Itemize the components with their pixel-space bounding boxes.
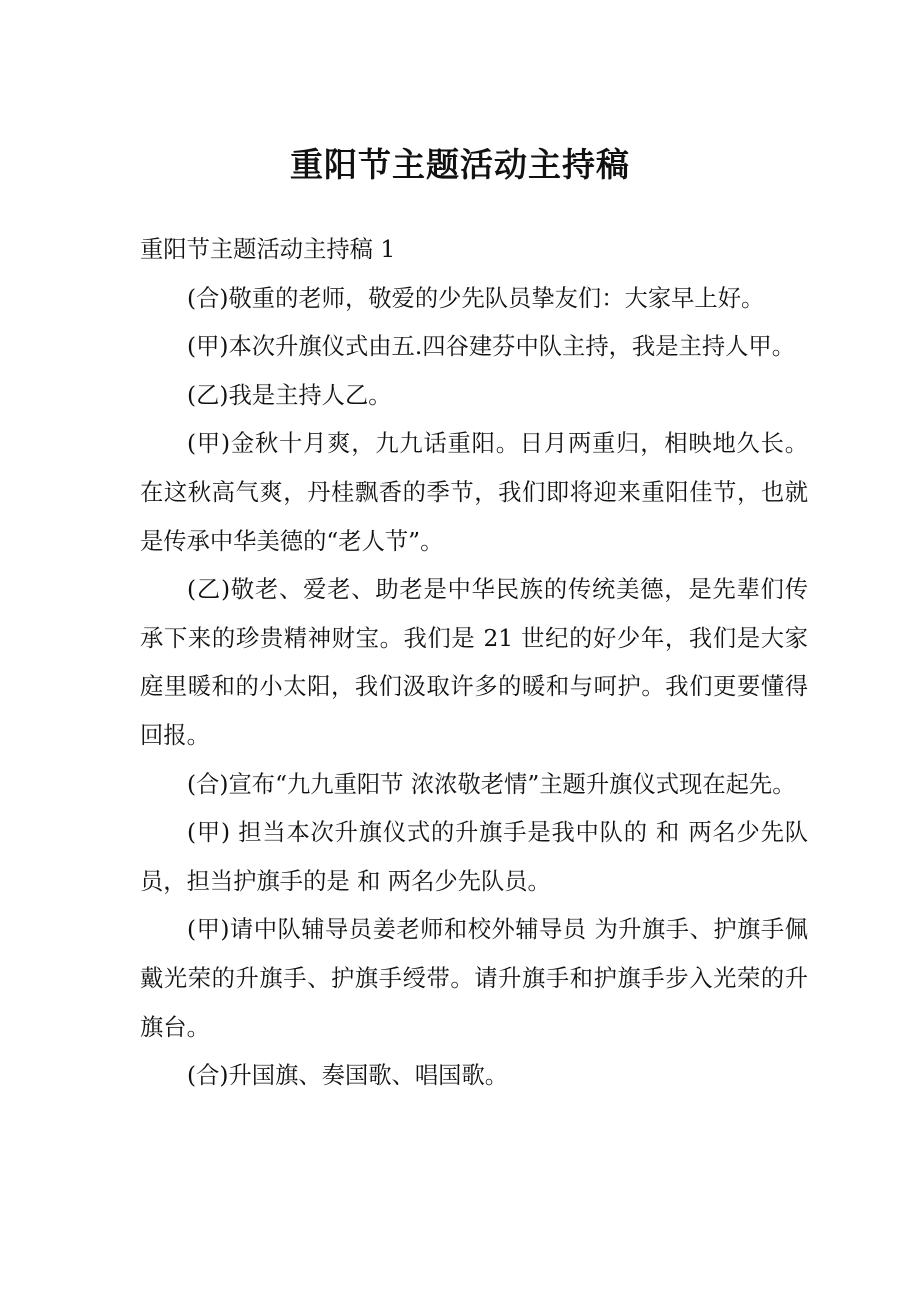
document-body: [140, 226, 808, 1101]
document-title: 重阳节主题活动主持稿: [290, 145, 630, 184]
paragraph: (合)宣布“九九重阳节 浓浓敬老情”主题升旗仪式现在起先。: [187, 770, 796, 798]
paragraph: (甲) 担当本次升旗仪式的升旗手是我中队的 和 两名少先队员，担当护旗手的是 和 两名少先队员。: [140, 819, 808, 895]
paragraph: (甲)请中队辅导员姜老师和校外辅导员 为升旗手、护旗手佩戴光荣的升旗手、护旗手绶带。请升旗手和护旗手步入光荣的升旗台。: [140, 916, 808, 1041]
paragraph: (合)敬重的老师，敬爱的少先队员挚友们：大家早上好。: [187, 284, 765, 312]
paragraph: (合)升国旗、奏国歌、唱国歌。: [187, 1062, 509, 1090]
paragraph: (乙)我是主持人乙。: [187, 381, 392, 409]
paragraph: (乙)敬老、爱老、助老是中华民族的传统美德，是先辈们传承下来的珍贵精神财宝。我们是 21 世纪的好少年，我们是大家庭里暖和的小太阳，我们汲取许多的暖和与呵护。我们更要懂得回报。: [140, 576, 808, 749]
section-heading: 重阳节主题活动主持稿 1: [140, 236, 396, 263]
paragraph: (甲)金秋十月爽，九九话重阳。日月两重归，相映地久长。在这秋高气爽，丹桂飘香的季节，我们即将迎来重阳佳节，也就是传承中华美德的“老人节”。: [140, 430, 808, 555]
paragraph: (甲)本次升旗仪式由五.四谷建芬中队主持，我是主持人甲。: [187, 333, 796, 361]
